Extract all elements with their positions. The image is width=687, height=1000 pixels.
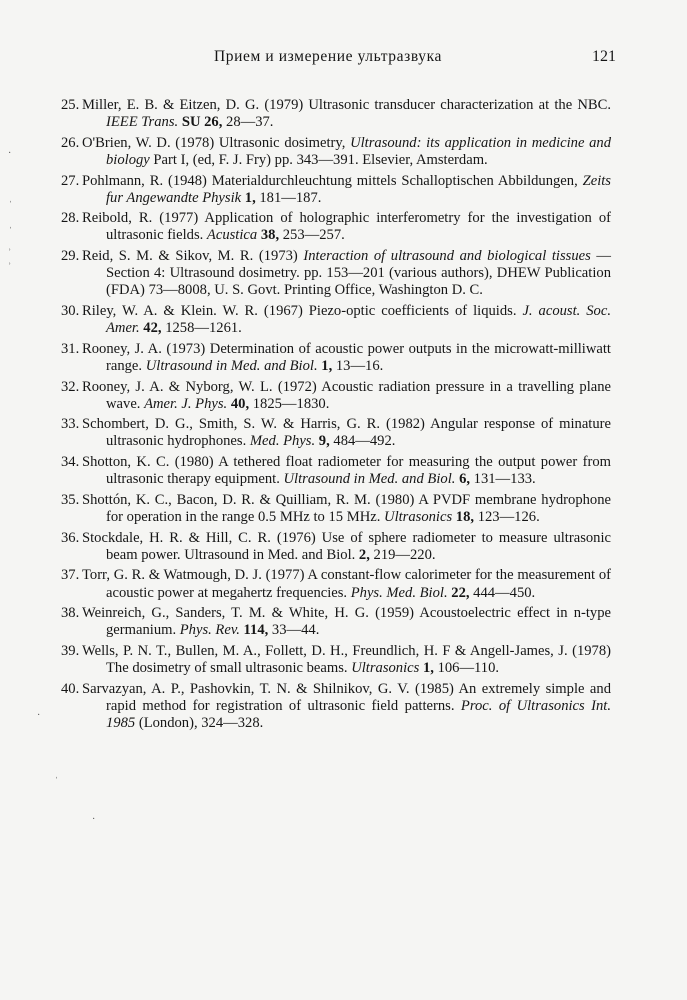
reference-text bbox=[82, 341, 611, 374]
reference-text bbox=[82, 567, 611, 600]
margin-speck: ʾ bbox=[8, 248, 12, 259]
text-segment: Schombert, D. G., Smith, S. W. & Harris, G. R. (1982) Angular response of minature ultrasonic hydrophones. bbox=[82, 416, 611, 450]
bold-segment: 2, bbox=[358, 546, 370, 563]
text-segment: — Section 4: Ultrasound dosimetry. pp. 153—201 (various authors), DHEW Publication (FDA) 73—8008, U. S. Govt. Printing Office, Washington D. C. bbox=[106, 248, 611, 299]
bold-segment: 22, bbox=[451, 584, 470, 601]
reference-number: 37. bbox=[61, 567, 80, 584]
reference-text bbox=[82, 248, 611, 298]
reference-number: 36. bbox=[61, 529, 80, 546]
reference-item bbox=[0, 341, 611, 375]
text-segment: Pohlmann, R. (1948) Materialdurchleuchtung mittels Schalloptischen Abbildungen, bbox=[82, 172, 583, 189]
text-segment: 123—126. bbox=[474, 509, 540, 525]
reference-item bbox=[0, 173, 611, 207]
reference-text bbox=[82, 173, 611, 206]
reference-list bbox=[0, 97, 687, 736]
reference-text bbox=[82, 454, 611, 487]
italic-segment: Zeits fur Angewandte Physik bbox=[106, 172, 611, 206]
text-segment: Miller, E. B. & Eitzen, D. G. (1979) Ultrasonic transducer characterization at the NBC. bbox=[82, 97, 611, 113]
margin-speck: ˈ bbox=[55, 776, 59, 787]
text-segment: (London), 324—328. bbox=[135, 715, 264, 731]
text-segment: Sarvazyan, A. P., Pashovkin, T. N. & Shilnikov, G. V. (1985) An extremely simple and rapid method for registration of ultrasonic field patterns. bbox=[82, 680, 611, 714]
italic-segment: Proc. of Ultrasonics Int. 1985 bbox=[106, 697, 611, 731]
italic-segment: Ultrasonics bbox=[384, 509, 453, 525]
text-segment: 13—16. bbox=[332, 357, 384, 374]
reference-text bbox=[82, 97, 611, 130]
reference-item bbox=[0, 530, 611, 564]
bold-segment: 1, bbox=[422, 660, 434, 677]
reference-item bbox=[0, 135, 611, 169]
reference-item bbox=[0, 681, 611, 732]
bold-segment: 114, bbox=[243, 622, 269, 639]
text-segment: 131—133. bbox=[470, 471, 536, 488]
reference-number: 27. bbox=[61, 172, 80, 189]
text-segment: Reibold, R. (1977) Application of holographic interferometry for the investigation of ultrasonic fields. bbox=[82, 210, 611, 244]
margin-speck: · bbox=[8, 148, 12, 159]
reference-number: 33. bbox=[61, 416, 80, 433]
bold-segment: 18, bbox=[455, 509, 475, 525]
text-segment: Wells, P. N. T., Bullen, M. A., Follett, D. H., Freundlich, H. F & Angell-James, J. (1978) The dosimetry of small ultrasonic beams. bbox=[82, 643, 611, 677]
reference-text bbox=[82, 135, 611, 168]
italic-segment: Med. Phys. bbox=[249, 433, 316, 450]
reference-number: 34. bbox=[61, 454, 80, 471]
text-segment: 33—44. bbox=[268, 622, 320, 639]
bold-segment: 42, bbox=[143, 320, 162, 337]
page-number: 121 bbox=[592, 48, 616, 65]
text-segment: Stockdale, H. R. & Hill, C. R. (1976) Use of sphere radiometer to measure ultrasonic beam power. Ultrasound in Med. and Biol. bbox=[82, 529, 611, 563]
bold-segment: 1, bbox=[244, 189, 256, 206]
italic-segment: Ultrasonics bbox=[351, 660, 420, 677]
text-segment: 106—110. bbox=[433, 660, 500, 677]
reference-number: 35. bbox=[61, 491, 80, 508]
text-segment: 181—187. bbox=[255, 189, 322, 206]
bold-segment: 6, bbox=[459, 471, 471, 488]
reference-text bbox=[82, 681, 611, 731]
text-segment: Rooney, J. A. (1973) Determination of acoustic power outputs in the microwatt-milliwatt range. bbox=[82, 340, 611, 374]
reference-text bbox=[82, 492, 611, 525]
reference-number: 38. bbox=[61, 605, 80, 622]
running-title: Прием и измерение ультразвука bbox=[214, 48, 442, 65]
italic-segment: Phys. Med. Biol. bbox=[350, 584, 448, 601]
text-segment: Riley, W. A. & Klein. W. R. (1967) Piezo-optic coefficients of liquids. bbox=[82, 303, 523, 319]
reference-item bbox=[0, 210, 611, 244]
reference-number: 40. bbox=[61, 680, 80, 697]
reference-text bbox=[82, 416, 611, 449]
reference-text bbox=[82, 530, 611, 563]
text-segment: 253—257. bbox=[279, 227, 345, 244]
reference-text bbox=[82, 379, 611, 412]
reference-number: 31. bbox=[61, 340, 80, 357]
reference-number: 26. bbox=[61, 134, 80, 151]
text-segment: 1258—1261. bbox=[161, 320, 242, 337]
text-segment: Shotton, K. C. (1980) A tethered float radiometer for measuring the output power from ultrasonic therapy equipment. bbox=[82, 454, 611, 488]
text-segment: Shottón, K. C., Bacon, D. R. & Quilliam, R. M. (1980) A PVDF membrane hydrophone for operation in the range 0.5 MHz to 15 MHz. bbox=[82, 491, 611, 525]
reference-item bbox=[0, 492, 611, 526]
text-segment: Part I, (ed, F. J. Fry) pp. 343—391. Elsevier, Amsterdam. bbox=[149, 151, 488, 168]
text-segment: 484—492. bbox=[329, 433, 396, 450]
bold-segment: 40, bbox=[230, 395, 250, 412]
text-segment: 28—37. bbox=[222, 114, 274, 131]
reference-number: 25. bbox=[61, 97, 80, 113]
text-segment: 219—220. bbox=[369, 546, 436, 563]
reference-text bbox=[82, 643, 611, 676]
text-segment: Weinreich, G., Sanders, T. M. & White, H. G. (1959) Acoustoelectric effect in n-type germanium. bbox=[82, 605, 611, 639]
text-segment: Rooney, J. A. & Nyborg, W. L. (1972) Acoustic radiation pressure in a travelling plane wave. bbox=[82, 378, 611, 412]
margin-speck: ʾ bbox=[8, 262, 12, 273]
italic-segment: IEEE Trans. bbox=[106, 114, 179, 131]
margin-speck: · bbox=[37, 710, 41, 721]
page-header bbox=[0, 48, 687, 72]
reference-item bbox=[0, 416, 611, 450]
margin-speck: ˈ bbox=[9, 200, 13, 211]
reference-item bbox=[0, 454, 611, 488]
bold-segment: 9, bbox=[318, 433, 330, 450]
reference-item bbox=[0, 643, 611, 677]
bold-segment: 38, bbox=[260, 227, 280, 244]
reference-text bbox=[82, 303, 611, 336]
text-segment: Torr, G. R. & Watmough, D. J. (1977) A constant-flow calorimeter for the measurement of acoustic power at megahertz frequencies. bbox=[82, 567, 611, 601]
reference-item bbox=[0, 605, 611, 639]
reference-number: 29. bbox=[61, 248, 80, 265]
reference-number: 39. bbox=[61, 643, 80, 660]
reference-text bbox=[82, 210, 611, 243]
italic-segment: J. acoust. Soc. Amer. bbox=[106, 303, 611, 337]
bold-segment: 1, bbox=[321, 357, 333, 374]
text-segment: O'Brien, W. D. (1978) Ultrasonic dosimetry, bbox=[82, 134, 351, 151]
text-segment: 1825—1830. bbox=[249, 395, 330, 412]
reference-number: 30. bbox=[61, 303, 80, 319]
text-segment: Reid, S. M. & Sikov, M. R. (1973) bbox=[82, 248, 304, 265]
reference-item bbox=[0, 248, 611, 299]
italic-segment: Amer. J. Phys. bbox=[144, 395, 228, 412]
italic-segment: Phys. Rev. bbox=[179, 622, 240, 639]
italic-segment: Ultrasound in Med. and Biol. bbox=[283, 471, 456, 488]
margin-speck: · bbox=[92, 814, 96, 825]
italic-segment: Ultrasound in Med. and Biol. bbox=[145, 357, 318, 374]
reference-number: 32. bbox=[61, 378, 80, 395]
reference-item bbox=[0, 303, 611, 337]
bold-segment: SU 26, bbox=[181, 114, 223, 131]
italic-segment: Interaction of ultrasound and biological tissues bbox=[303, 248, 591, 265]
text-segment: 444—450. bbox=[469, 584, 536, 601]
reference-item bbox=[0, 567, 611, 601]
reference-item bbox=[0, 97, 611, 131]
reference-text bbox=[82, 605, 611, 638]
margin-speck: ˈ bbox=[9, 226, 13, 237]
italic-segment: Ultrasound: its application in medicine and biology bbox=[106, 134, 611, 168]
italic-segment: Acustica bbox=[206, 227, 258, 244]
reference-number: 28. bbox=[61, 210, 80, 227]
reference-item bbox=[0, 379, 611, 413]
